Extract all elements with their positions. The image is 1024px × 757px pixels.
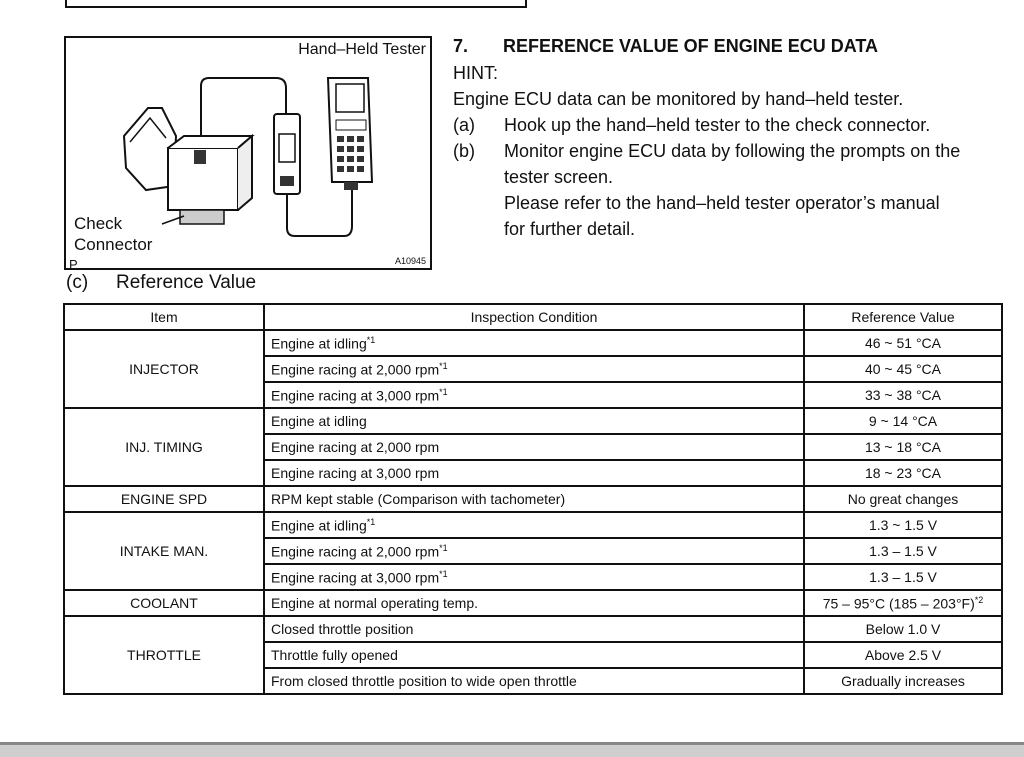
intro-text: Engine ECU data can be monitored by hand–held tester.: [453, 89, 904, 109]
value-cell: [804, 642, 1002, 668]
figure-corner-mark: P: [69, 257, 78, 272]
page-bottom-bar: [0, 742, 1024, 757]
footnote-mark: *1: [439, 542, 448, 553]
check-connector-label: Check Connector: [74, 214, 153, 254]
condition-text: Engine racing at 3,000 rpm: [271, 387, 440, 404]
subsection-c-title: Reference Value: [116, 272, 257, 293]
condition-text: Engine racing at 3,000 rpm: [271, 569, 440, 586]
figure-code: A10945: [394, 256, 426, 266]
item-cell: COOLANT: [64, 590, 264, 616]
reference-value-table: [63, 303, 1003, 695]
value-text: Below 1.0 V: [865, 621, 941, 637]
footnote-mark: *1: [366, 516, 376, 527]
footnote-mark: *1: [439, 360, 448, 371]
item-cell: INJ. TIMING: [64, 408, 264, 486]
figure-title: Hand–Held Tester: [298, 41, 426, 58]
value-cell: [804, 486, 1002, 512]
value-text: 13 ~ 18 °CA: [864, 439, 942, 455]
footnote-mark: *1: [366, 334, 376, 345]
condition-cell: [264, 382, 804, 408]
value-text: No great changes: [847, 491, 959, 507]
condition-cell: [264, 668, 804, 694]
table-body: [64, 330, 1002, 694]
value-cell: [804, 668, 1002, 694]
table-header-row: [64, 304, 1002, 330]
section-title: REFERENCE VALUE OF ENGINE ECU DATA: [503, 36, 879, 56]
value-cell: [804, 356, 1002, 382]
condition-text: Engine at idling: [271, 335, 367, 352]
footnote-mark: *1: [439, 568, 448, 579]
value-cell: [804, 512, 1002, 538]
value-text: 33 ~ 38 °CA: [864, 387, 942, 403]
value-cell: [804, 382, 1002, 408]
condition-cell: [264, 434, 804, 460]
condition-cell: [264, 486, 804, 512]
footnote-mark: *2: [974, 594, 984, 605]
condition-text: Engine at idling: [271, 517, 367, 534]
value-cell: [804, 538, 1002, 564]
header-condition: Inspection Condition: [264, 304, 804, 330]
hint-label: HINT:: [453, 63, 498, 83]
tester-illustration: [64, 36, 432, 270]
value-text: 1.3 – 1.5 V: [869, 569, 937, 585]
condition-cell: [264, 512, 804, 538]
condition-cell: [264, 538, 804, 564]
condition-text: Engine racing at 2,000 rpm: [271, 361, 440, 378]
condition-text: Engine at idling: [271, 413, 367, 429]
step-a-label: (a): [453, 115, 475, 135]
table-row: [64, 486, 1002, 512]
table-row: [64, 512, 1002, 538]
section-number: 7.: [453, 36, 469, 56]
step-b-text-3: Please refer to the hand–held tester operator’s manual: [504, 193, 940, 213]
condition-cell: [264, 460, 804, 486]
condition-cell: [264, 590, 804, 616]
step-b-label: (b): [453, 141, 475, 161]
condition-text: Engine racing at 2,000 rpm: [271, 439, 440, 455]
condition-cell: [264, 616, 804, 642]
step-a: [453, 112, 1013, 138]
value-text: 9 ~ 14 °CA: [868, 413, 938, 429]
condition-cell: [264, 356, 804, 382]
subsection-c-label: (c): [66, 272, 89, 293]
condition-text: From closed throttle position to wide open throttle: [271, 673, 577, 689]
table-row: [64, 590, 1002, 616]
value-cell: [804, 408, 1002, 434]
condition-text: Engine racing at 3,000 rpm: [271, 465, 440, 481]
header-value: Reference Value: [804, 304, 1002, 330]
step-b: [453, 138, 1013, 164]
value-text: Gradually increases: [841, 673, 965, 689]
header-item: Item: [64, 304, 264, 330]
previous-box-border: [65, 0, 527, 8]
condition-text: Engine racing at 2,000 rpm: [271, 543, 440, 560]
step-b-text-2: tester screen.: [504, 167, 614, 187]
section-7: [453, 36, 1013, 242]
value-cell: [804, 434, 1002, 460]
value-cell: [804, 590, 1002, 616]
step-b-text-4: for further detail.: [504, 219, 636, 239]
value-text: 1.3 – 1.5 V: [869, 543, 937, 559]
value-cell: [804, 564, 1002, 590]
condition-cell: [264, 564, 804, 590]
subsection-c: [66, 272, 256, 294]
condition-cell: [264, 642, 804, 668]
value-cell: [804, 616, 1002, 642]
item-cell: INTAKE MAN.: [64, 512, 264, 590]
condition-text: Throttle fully opened: [271, 647, 398, 663]
value-text: Above 2.5 V: [864, 647, 942, 663]
value-cell: [804, 330, 1002, 356]
footnote-mark: *1: [439, 386, 448, 397]
item-cell: THROTTLE: [64, 616, 264, 694]
step-a-text: Hook up the hand–held tester to the check connector.: [504, 115, 931, 135]
condition-text: Engine at normal operating temp.: [271, 595, 479, 611]
value-text: 1.3 ~ 1.5 V: [868, 517, 938, 533]
item-cell: ENGINE SPD: [64, 486, 264, 512]
value-cell: [804, 460, 1002, 486]
condition-cell: [264, 408, 804, 434]
section-heading: [453, 36, 1013, 60]
table-row: [64, 408, 1002, 434]
value-text: 18 ~ 23 °CA: [864, 465, 942, 481]
condition-cell: [264, 330, 804, 356]
value-text: 40 ~ 45 °CA: [864, 361, 942, 377]
table-row: [64, 616, 1002, 642]
item-cell: INJECTOR: [64, 330, 264, 408]
value-text: 46 ~ 51 °CA: [864, 335, 942, 351]
table-row: [64, 330, 1002, 356]
step-b-text-1: Monitor engine ECU data by following the prompts on the: [504, 141, 961, 161]
condition-text: Closed throttle position: [271, 621, 414, 637]
condition-text: RPM kept stable (Comparison with tachometer): [271, 491, 566, 507]
value-text: 75 – 95°C (185 – 203°F): [822, 595, 975, 612]
